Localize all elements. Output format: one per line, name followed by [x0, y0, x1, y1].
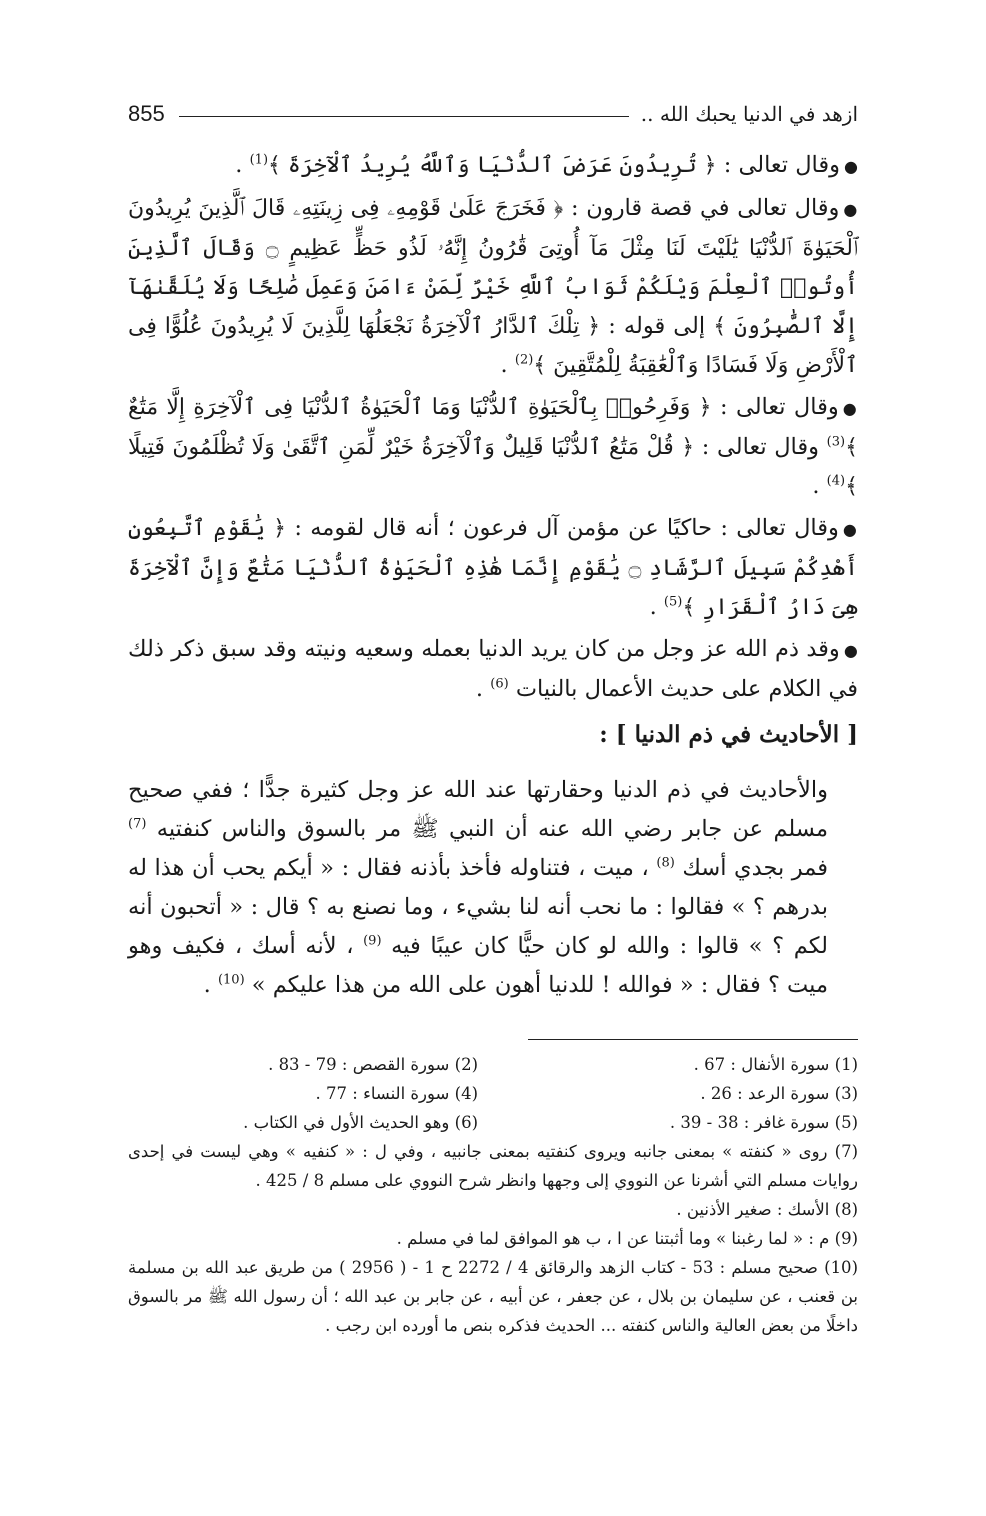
- text-span: وقال تعالى :: [716, 152, 841, 178]
- footnote: (6) وهو الحديث الأول في الكتاب .: [243, 1113, 478, 1132]
- footnote: (3) سورة الرعد : 26 .: [700, 1084, 858, 1103]
- section-heading: [128, 717, 858, 753]
- quran-verse: ﴿ قُلْ مَتَٰعُ ٱلدُّنْيَا قَلِيلٌ وَٱلْآخِرَةُ خَيْرٌ لِّمَنِ ٱتَّقَىٰ وَلَا تُظْلَمُونَ فَتِيلًا ﴾: [128, 435, 858, 499]
- footnote: (1) سورة الأنفال : 67 .: [693, 1055, 858, 1074]
- footnote: (8) الأسك : صغير الأذنين .: [676, 1200, 858, 1219]
- text-span: فمر بجدي أسك: [674, 855, 828, 881]
- footnotes: [128, 1050, 858, 1340]
- footnote-ref: (9): [363, 933, 382, 949]
- bullet-icon: ●: [842, 399, 858, 418]
- header-rule: [179, 116, 629, 117]
- quran-verse: ﴿ وَفَرِحُوا۟ بِٱلْحَيَوٰةِ ٱلدُّنْيَا وَمَا ٱلْحَيَوٰةُ ٱلدُّنْيَا فِى ٱلْآخِرَةِ إِلَّا مَتَٰعٌ ﴾: [128, 395, 858, 460]
- bullet-icon: ●: [844, 157, 858, 176]
- footnote: (4) سورة النساء : 77 .: [315, 1084, 478, 1103]
- heading-open-bracket: [: [847, 721, 858, 748]
- footnote-ref: (3): [826, 434, 846, 450]
- text-span: .: [649, 594, 664, 620]
- text-span: وقال تعالى : حاكيًا عن مؤمن آل فرعون ؛ أنه قال لقومه :: [286, 515, 839, 541]
- text-span: .: [500, 352, 515, 378]
- text-span: وقال تعالى :: [694, 434, 827, 460]
- text-span: والأحاديث في ذم الدنيا وحقارتها عند الله عز وجل كثيرة جدًّا ؛ ففي صحيح مسلم عن جابر رضي الله عنه أن النبي ﷺ مر بالسوق والناس كنفتيه: [128, 777, 828, 842]
- footnote-ref: (1): [249, 152, 269, 168]
- page-header: [128, 96, 858, 132]
- footnote-ref: (7): [128, 816, 147, 832]
- footnote-ref: (5): [663, 594, 683, 610]
- footnote-separator: [528, 1039, 858, 1040]
- footnotes-grid: [128, 1050, 858, 1137]
- heading-title: الأحاديث في ذم الدنيا: [634, 721, 840, 748]
- text-span: ، لأنه أسك ، فكيف وهو ميت ؟ فقال : « فوالله ! للدنيا أهون على الله من هذا عليكم »: [128, 933, 828, 998]
- paragraph: [128, 388, 858, 506]
- quran-verse: ﴿ تِلْكَ ٱلدَّارُ ٱلْآخِرَةُ نَجْعَلُهَا لِلَّذِينَ لَا يُرِيدُونَ عُلُوًّا فِى ٱلْأَرْضِ وَلَا فَسَادًا وَٱلْعَٰقِبَةُ لِلْمُتَّقِينَ ﴾: [128, 314, 858, 378]
- bullet-icon: ●: [843, 200, 858, 219]
- text-span: وقد ذم الله عز وجل من كان يريد الدنيا بعمله وسعيه ونيته وقد سبق ذكر ذلك في الكلام على حديث الأعمال بالنيات: [128, 636, 858, 702]
- footnote: (5) سورة غافر : 38 - 39 .: [669, 1113, 858, 1132]
- text-span: وقال تعالى في قصة قارون :: [563, 195, 840, 221]
- quran-verse: ﴿ يَٰقَوْمِ ٱتَّبِعُونِ أَهْدِكُمْ سَبِيلَ ٱلرَّشَادِ ۝ يَٰقَوْمِ إِنَّمَا هَٰذِهِ ٱلْحَيَوٰةُ ٱلدُّنْيَا مَتَٰعٌ وَإِنَّ ٱلْآخِرَةَ هِىَ دَارُ ٱلْقَرَارِ ﴾: [128, 516, 858, 620]
- text-span: .: [203, 972, 218, 998]
- footnote-ref: (4): [826, 473, 846, 489]
- text-span: وقال تعالى :: [711, 394, 839, 420]
- footnote-ref: (6): [490, 676, 509, 692]
- footnote: (7) روى « كنفته » بمعنى جانبه ويروى كنفتيه بمعنى جانبيه ، وفي ل : « كنفيه » وهي ليست في إحدى روايات مسلم التي أشرنا عن النووي إلى وجهها وانظر شرح النووي على مسلم 8 / 425 .: [128, 1142, 858, 1190]
- footnote: (10) صحيح مسلم : 53 - كتاب الزهد والرقائق 4 / 2272 ح 1 - ( 2956 ) من طريق عبد الله بن مسلمة بن قعنب ، عن سليمان بن بلال ، عن جعفر ، عن أبيه ، عن جابر بن عبد الله ؛ أن رسول الله ﷺ مر بالسوق داخلًا من بعض العالية والناس كنفته ... الحديث فذكره بنص ما أورده ابن رجب .: [128, 1258, 858, 1335]
- quran-verse: ﴿ فَخَرَجَ عَلَىٰ قَوْمِهِۦ فِى زِينَتِهِۦ قَالَ ٱلَّذِينَ يُرِيدُونَ ٱلْحَيَوٰةَ ٱلدُّنْيَا يَٰلَيْتَ لَنَا مِثْلَ مَآ أُوتِىَ قَٰرُونُ إِنَّهُۥ لَذُو حَظٍّ عَظِيمٍ ۝ وَقَالَ ٱلَّذِينَ أُوتُوا۟ ٱلْعِلْمَ وَيْلَكُمْ ثَوَابُ ٱللَّهِ خَيْرٌ لِّمَنْ ءَامَنَ وَعَمِلَ صَٰلِحًا وَلَا يُلَقَّىٰهَآ إِلَّا ٱلصَّٰبِرُونَ ﴾: [128, 196, 858, 339]
- footnote-ref: (10): [217, 972, 245, 988]
- hadith-paragraph: [128, 771, 858, 1005]
- paragraph: [128, 189, 858, 385]
- paragraph: [128, 509, 858, 627]
- footnote: (9) م : « لما رغبنا » وما أثبتنا عن ا ، ب هو الموافق لما في مسلم .: [396, 1229, 858, 1248]
- footnote-ref: (2): [514, 352, 534, 368]
- text-span: ، ميت ، فتناوله فأخذ بأذنه فقال : « أيكم يحب أن هذا له بدرهم ؟ » فقالوا : ما نحب أنه لنا بشيء ، وما نصنع به ؟ قال : « أتحبون أنه لكم ؟ » قالوا : والله لو كان حيًّا كان عيبًا فيه: [128, 855, 828, 959]
- footnotes-full: [128, 1137, 858, 1340]
- text-span: إلى قوله :: [600, 313, 714, 339]
- text-span: .: [235, 152, 250, 178]
- verse-paragraphs: [128, 146, 858, 709]
- running-title: ازهد في الدنيا يحبك الله ..: [640, 102, 858, 126]
- quran-verse: ﴿ تُرِيدُونَ عَرَضَ ٱلدُّنْيَا وَٱللَّهُ يُرِيدُ ٱلْآخِرَةَ ﴾: [268, 153, 717, 178]
- text-span: .: [475, 676, 491, 702]
- heading-close-bracket: ] :: [599, 721, 627, 748]
- text-span: .: [812, 473, 827, 499]
- footnote-ref: (8): [656, 855, 675, 871]
- paragraph: [128, 630, 858, 709]
- main-text: [128, 146, 858, 1005]
- page-number: 855: [128, 101, 165, 126]
- bullet-icon: ●: [843, 641, 858, 660]
- footnote: (2) سورة القصص : 79 - 83 .: [268, 1055, 478, 1074]
- bullet-icon: ●: [842, 520, 859, 539]
- paragraph: [128, 146, 858, 186]
